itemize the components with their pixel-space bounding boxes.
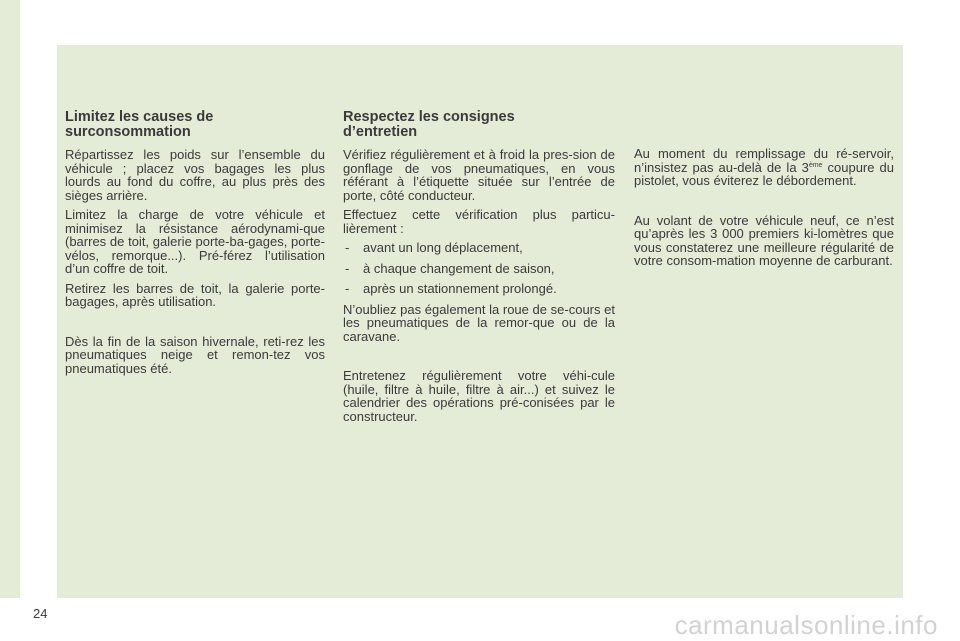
text-run: coupure du pistolet, vous éviterez le débordement. [634,159,894,188]
left-margin-strip [0,0,20,598]
paragraph: Au volant de votre véhicule neuf, ce n’est qu’après les 3 000 premiers ki-lomètres que vous constaterez une meilleure régularité de votre consom-mation moyenne de carburant. [634,212,894,268]
page-number: 24 [33,606,48,621]
paragraph: N’oubliez pas également la roue de se-cours et les pneumatiques de la remor-que ou de la caravane. [343,301,615,344]
paragraph-refuelling [634,147,894,188]
paragraph: Effectuez cette vérification plus particu-lièrement : [343,207,615,236]
heading-line: d’entretien [343,124,418,140]
superscript: ème [808,161,823,169]
heading-line: Limitez les causes de [65,109,214,125]
paragraph: Dès la fin de la saison hivernale, reti-rez les pneumatiques neige et remon-tez vos pneumatiques été. [65,333,325,376]
column-maintenance [343,110,615,429]
text-run: Au moment du remplissage du ré-servoir, n’insistez pas au-delà de la 3 [634,146,894,175]
heading-line: surconsommation [65,124,191,140]
column-fuel-consumption [65,110,325,381]
watermark: carmanualsonline.info [674,610,938,640]
heading-maintenance [343,110,615,140]
paragraph: Retirez les barres de toit, la galerie porte-bagages, après utilisation. [65,280,325,309]
check-list [343,241,615,296]
paragraph: Entretenez régulièrement votre véhi-cule (huile, filtre à huile, filtre à air...) et suivez le calendrier des opérations pré-conisées par le constructeur. [343,368,615,424]
list-item: - après un stationnement prolongé. [343,282,615,296]
paragraph: Vérifiez régulièrement et à froid la pres-sion de gonflage de vos pneumatiques, en vous référant à l’étiquette située sur l’entrée de porte, côté conducteur. [343,147,615,203]
list-item: - avant un long déplacement, [343,241,615,255]
list-item: - à chaque changement de saison, [343,262,615,276]
paragraph: Répartissez les poids sur l’ensemble du véhicule ; placez vos bagages les plus lourds au fond du coffre, au plus près des sièges arrière. [65,147,325,203]
heading-line: Respectez les consignes [343,109,515,125]
paragraph: Limitez la charge de votre véhicule et minimisez la résistance aérodynami-que (barres de toit, galerie porte-ba-gages, porte-vélos, remorque...). Pré-férez l’utilisation d’un coffre de toit. [65,207,325,276]
column-refuelling [634,147,894,274]
heading-fuel-consumption [65,110,325,140]
